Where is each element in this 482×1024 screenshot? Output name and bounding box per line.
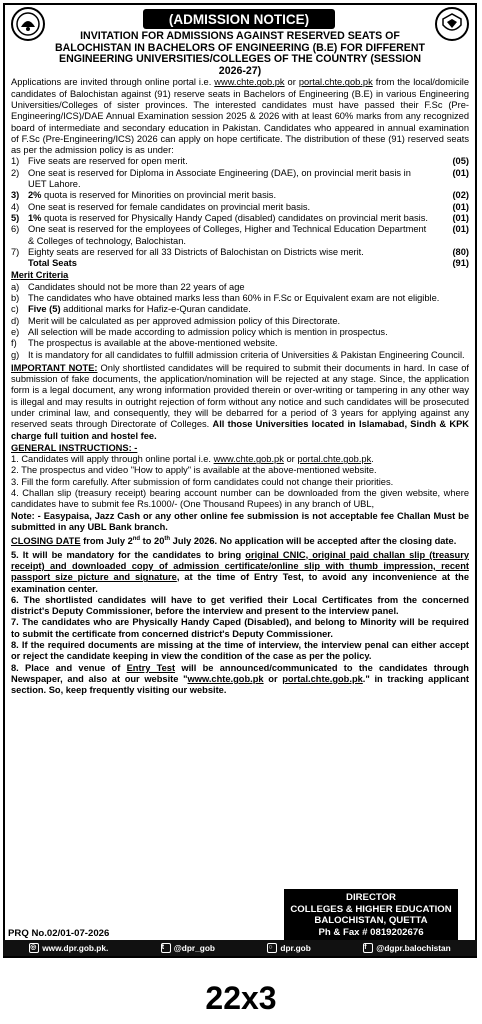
- item-text: The candidates who have obtained marks less than 60% in F.Sc or Equivalent exam are not eligible.: [28, 293, 440, 304]
- globe-icon: ◎: [29, 943, 39, 953]
- intro-text: Applications are invited through online portal i.e.: [11, 77, 215, 88]
- ad-size-code: 22x3: [205, 980, 277, 1016]
- instruction-text: ." in tracking applicant section. So, keep frequently visiting our website.: [11, 673, 469, 696]
- item-number: 5): [11, 212, 20, 223]
- director-title: DIRECTOR: [346, 892, 396, 903]
- item-count: (80): [452, 246, 469, 257]
- twitter-item[interactable]: [161, 943, 215, 953]
- prq-number: PRQ No.02/01-07-2026: [8, 928, 110, 939]
- department-name: COLLEGES & HIGHER EDUCATION: [290, 903, 452, 915]
- item-number: e): [11, 326, 20, 337]
- location: BALOCHISTAN, QUETTA: [314, 915, 428, 926]
- closing-date-label: CLOSING DATE: [11, 536, 81, 547]
- item-number: 4): [11, 201, 20, 212]
- instruction-2: 2. The prospectus and video "How to apply" is available at the above-mentioned website.: [11, 465, 377, 476]
- list-item: [11, 224, 469, 247]
- item-bold: 2%: [28, 190, 42, 201]
- instruction-text: 5. It will be mandatory for the candidates to bring: [11, 549, 246, 560]
- item-bold: Five (5): [28, 304, 61, 315]
- website-link[interactable]: www.chte.gob.pk: [213, 454, 284, 465]
- item-text: quota is reserved for Physically Handy Caped (disabled) candidates on provincial merit basis.: [41, 212, 428, 223]
- list-item: [11, 304, 469, 315]
- instruction-text: , at the time of Entry Test, to avoid any inconvenience at the examination center.: [11, 572, 469, 594]
- item-number: d): [11, 315, 20, 326]
- instruction-5: [11, 550, 469, 595]
- item-count: (01): [452, 224, 469, 235]
- item-text: Eighty seats are reserved for all 33 Districts of Balochistan on Districts wise merit.: [28, 246, 364, 257]
- instruction-7: 7. The candidates who are Physically Handy Caped (Disabled), and belong to Minority will be required to submit the certificate from concerned district's Deputy Commissioner.: [11, 617, 469, 639]
- instruction-8b: [11, 663, 469, 697]
- list-item: [11, 213, 469, 224]
- closing-date: [11, 534, 469, 547]
- college-logo-right: [435, 7, 469, 41]
- list-item: [11, 350, 469, 361]
- website-text: www.dpr.gob.pk.: [42, 943, 109, 953]
- notice-heading: INVITATION FOR ADMISSIONS AGAINST RESERVED SEATS OF BALOCHISTAN IN BACHELORS OF ENGINEERING (B.E) FOR DIFFERENT ENGINEERING UNIVERSITIES/COLLEGES OF THE COUNTRY (SESSION 2026-27): [55, 30, 425, 77]
- instruction-1: [11, 454, 469, 465]
- list-item: [11, 156, 469, 167]
- list-item: [11, 202, 469, 213]
- item-number: a): [11, 281, 20, 292]
- item-text: One seat is reserved for Diploma in Associate Engineering (DAE), on provincial merit basis in UET Lahore.: [28, 167, 411, 190]
- item-number: c): [11, 304, 19, 315]
- important-note-bold: All those Universities located in Islamabad, Sindh & KPK charge full tuition and hostel fee.: [11, 419, 469, 441]
- list-item: [11, 168, 469, 191]
- phone-fax: Ph & Fax # 0819202676: [318, 926, 424, 938]
- item-number: 1): [11, 156, 20, 167]
- item-bold: 1%: [28, 212, 42, 223]
- item-number: 6): [11, 224, 20, 235]
- instruction-end: .: [371, 454, 374, 465]
- item-text: additional marks for Hafiz-e-Quran candidate.: [60, 304, 251, 315]
- ordinal: th: [164, 536, 171, 543]
- item-count: (01): [452, 212, 469, 223]
- list-item: [11, 247, 469, 258]
- item-number: 3): [11, 190, 20, 201]
- instruction-or: or: [263, 673, 283, 684]
- item-number: b): [11, 293, 20, 304]
- total-label: Total Seats: [28, 258, 77, 269]
- emblem-icon: [15, 11, 41, 37]
- website-link[interactable]: www.chte.gob.pk: [187, 673, 264, 684]
- admission-notice-title: (ADMISSION NOTICE): [143, 9, 335, 29]
- item-count: (01): [452, 201, 469, 212]
- general-instructions: [11, 454, 469, 533]
- closing-text: from July 2: [80, 536, 133, 547]
- item-number: 2): [11, 167, 20, 178]
- facebook-handle: @dgpr.balochistan: [376, 943, 451, 953]
- item-number: g): [11, 349, 20, 360]
- item-text: Candidates should not be more than 22 years of age: [28, 281, 245, 292]
- item-text: quota is reserved for Minorities on provincial merit basis.: [41, 190, 277, 201]
- instagram-icon: ○: [267, 943, 277, 953]
- item-text: Five seats are reserved for open merit.: [28, 156, 188, 167]
- intro-text-cont: from the local/domicile candidates of Balochistan against (91) reserve seats in Bachelors of Engineering (B.E) in various Engineering Universities/Colleges of sister provinces. The interested candidates must have passed their F.Sc (Pre-Engineering/ICS)/DAE Annual Examination session 2025 & 2026 with at least 60% marks from any recognized board of intermediate and secondary education in Pakistan. Candidates who appeared in annual examination of F.Sc (Pre-Engineering/ICS) 2026 can apply on hope certificate. The distribution of these (91) reserved seats as per the admission policy is as under:: [11, 77, 469, 156]
- list-item: [11, 338, 469, 349]
- instruction-4: 4. Challan slip (treasury receipt) bearing account number can be downloaded from the given website, where candidates have to submit fee Rs.1000/- (One Thousand Rupees) in any branch of UBL,: [11, 488, 469, 510]
- twitter-handle: @dpr_gob: [173, 943, 215, 953]
- item-text: One seat is reserved for the employees of Colleges, Higher and Technical Education Department & Colleges of technology, Balochistan.: [28, 224, 427, 246]
- item-text: All selection will be made according to admission policy which is mention in prospectus.: [28, 326, 388, 337]
- intro-paragraph: [11, 77, 469, 156]
- instruction-6: 6. The shortlisted candidates will have to get verified their Local Certificates from the concerned district's Deputy Commissioner, before the interview and present to the interview panel.: [11, 594, 469, 617]
- instruction-text: will be announced/communicated to the candidates through Newspaper, and also at our website ": [11, 662, 469, 684]
- item-count: (05): [452, 156, 469, 167]
- portal-link[interactable]: portal.chte.gob.pk: [297, 454, 372, 465]
- item-count: (01): [452, 167, 469, 178]
- list-item: [11, 316, 469, 327]
- twitter-icon: t: [161, 943, 171, 953]
- website-link[interactable]: www.chte.gob.pk: [214, 77, 285, 88]
- total-count: (91): [452, 258, 469, 269]
- social-footer: [3, 940, 477, 956]
- crest-icon: [439, 11, 465, 37]
- item-text: One seat is reserved for female candidates on provincial merit basis.: [28, 201, 311, 212]
- facebook-icon: f: [363, 943, 373, 953]
- item-number: 7): [11, 246, 20, 257]
- general-instructions-heading: GENERAL INSTRUCTIONS: -: [11, 442, 138, 453]
- merit-criteria-list: [11, 282, 469, 361]
- merit-criteria-heading: Merit Criteria: [11, 270, 69, 281]
- fee-note: Note: - Easypaisa, Jazz Cash or any other online fee submission is not acceptable fee Challan Must be submitted in any UBL Bank branch.: [11, 510, 469, 532]
- closing-text: July 2026. No application will be accepted after the closing date.: [170, 536, 457, 547]
- website-item[interactable]: [29, 943, 108, 953]
- important-note: [11, 363, 469, 442]
- notice-body: [5, 77, 475, 696]
- intro-or: or: [284, 77, 299, 88]
- instagram-handle: dpr.gob: [280, 943, 311, 953]
- instruction-text: 8. Place and venue of: [11, 662, 127, 673]
- list-item: [11, 293, 469, 304]
- balochistan-logo-left: [11, 7, 45, 41]
- important-note-text: Only shortlisted candidates will be required to submit their documents in hard. In case of submission of fake documents, the application/nomination will be rejected at any stage. Since, the application form is a legal document, any wrong information provided therein or over-writing or tampering in any other way is illegal and may results in outright rejection of form without any notice and such candidates will be prosecuted under criminal law, and consequently, they will be debarred for a period of 3 years for applying against any reserved seats through Directorate of Colleges.: [11, 362, 469, 430]
- facebook-item[interactable]: [363, 943, 450, 953]
- instruction-3: 3. Fill the form carefully. After submission of form candidates could not change their priorities.: [11, 476, 394, 487]
- closing-text: to 20: [140, 536, 165, 547]
- instruction-8a: 8. If the required documents are missing at the time of interview, the interview penal can either accept or reject the candidate keeping in view the condition of the case as per the policy.: [11, 640, 469, 662]
- instruction-text: 1. Candidates will apply through online portal i.e.: [11, 454, 214, 465]
- instagram-item[interactable]: [267, 943, 310, 953]
- portal-link[interactable]: portal.chte.gob.pk: [298, 77, 373, 88]
- notice-header: [5, 5, 475, 43]
- item-count: (02): [452, 190, 469, 201]
- entry-test: Entry Test: [126, 662, 176, 673]
- portal-link[interactable]: portal.chte.gob.pk: [282, 673, 363, 684]
- item-number: f): [11, 338, 17, 349]
- item-text: Merit will be calculated as per approved admission policy of this Directorate.: [28, 315, 341, 326]
- seat-distribution-list: [11, 156, 469, 269]
- list-item: [11, 190, 469, 201]
- item-text: It is mandatory for all candidates to fulfill admission criteria of Universities & Pakistan Engineering Council.: [28, 349, 465, 360]
- item-text: The prospectus is available at the above-mentioned website.: [28, 338, 278, 349]
- list-item: [11, 282, 469, 293]
- admission-notice: [3, 3, 477, 958]
- total-seats-row: [11, 258, 469, 269]
- required-documents: original CNIC, original paid challan slip (treasury receipt) and downloaded copy of admission certificate/online slip with thumb impression, recent passport size picture and signature: [11, 549, 470, 583]
- important-note-label: IMPORTANT NOTE:: [11, 362, 98, 373]
- instruction-or: or: [283, 454, 298, 465]
- ordinal: nd: [132, 536, 141, 543]
- director-signature-block: [284, 889, 458, 941]
- list-item: [11, 327, 469, 338]
